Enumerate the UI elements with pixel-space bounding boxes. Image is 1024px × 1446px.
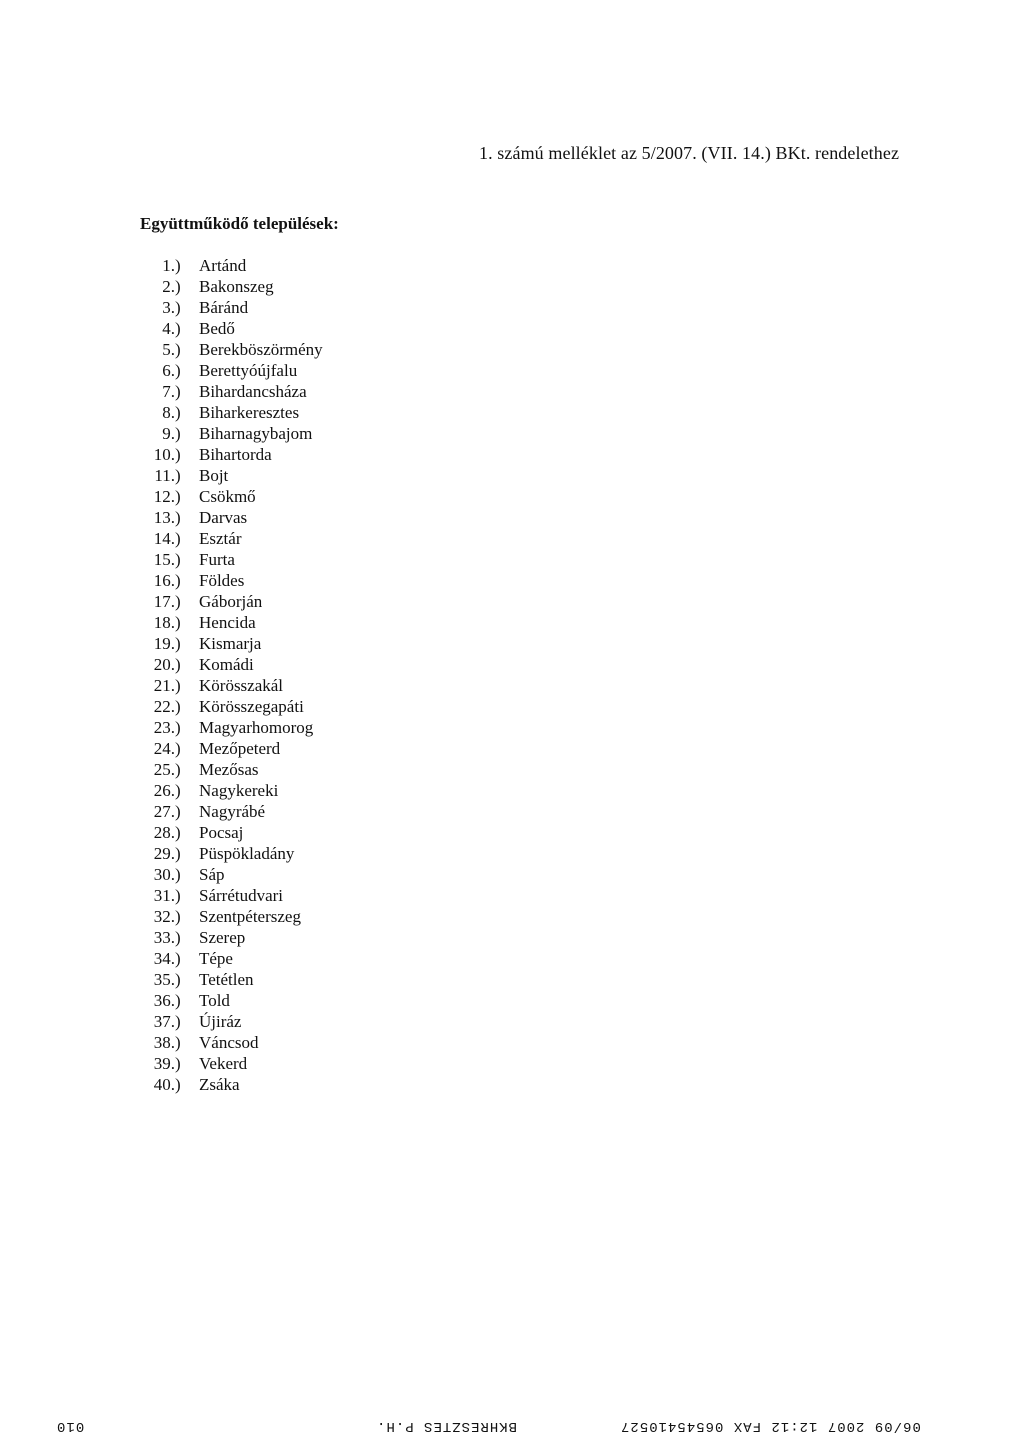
settlement-list-item <box>136 507 323 528</box>
settlement-list-item <box>136 591 323 612</box>
settlement-list-item <box>136 1011 323 1032</box>
settlement-number-paren: ) <box>175 886 181 905</box>
fax-transmission-header <box>0 1414 1024 1438</box>
settlement-number: 28. <box>153 823 175 842</box>
settlement-name: Váncsod <box>199 1033 259 1052</box>
settlement-name: Esztár <box>199 529 242 548</box>
settlement-name: Sáp <box>199 865 225 884</box>
settlement-number-paren: ) <box>175 466 181 485</box>
settlement-list-item <box>136 339 323 360</box>
settlement-number: 7. <box>162 382 175 401</box>
settlement-name: Told <box>199 991 230 1010</box>
settlement-list-item <box>136 843 323 864</box>
settlement-list-item <box>136 633 323 654</box>
settlement-number: 26. <box>153 781 175 800</box>
fax-timestamp: 06/09 2007 12:12 FAX 06545410527 <box>620 1418 921 1434</box>
settlement-number: 18. <box>153 613 175 632</box>
settlement-number-paren: ) <box>175 550 181 569</box>
settlement-number: 30. <box>153 865 175 884</box>
settlement-name: Bedő <box>199 319 235 338</box>
settlement-name: Földes <box>199 571 245 590</box>
settlement-number: 35. <box>153 970 175 989</box>
settlement-list-item <box>136 696 323 717</box>
settlement-number: 19. <box>153 634 175 653</box>
settlement-name: Gáborján <box>199 592 263 611</box>
settlement-name: Sárrétudvari <box>199 886 284 905</box>
fax-page-marker: 010 <box>56 1418 85 1434</box>
settlement-list-item <box>136 990 323 1011</box>
settlement-number: 37. <box>153 1012 175 1031</box>
settlement-number-paren: ) <box>175 1075 181 1094</box>
settlement-number-paren: ) <box>175 613 181 632</box>
settlement-number: 39. <box>153 1054 175 1073</box>
settlement-number-paren: ) <box>175 403 181 422</box>
settlement-number-paren: ) <box>175 823 181 842</box>
settlement-number: 31. <box>153 886 175 905</box>
page-title: 1. számú melléklet az 5/2007. (VII. 14.) BKt. rendelethez <box>479 143 900 163</box>
settlement-list-item <box>136 297 323 318</box>
settlement-number-paren: ) <box>175 991 181 1010</box>
settlement-name: Tetétlen <box>199 970 254 989</box>
settlement-list-item <box>136 885 323 906</box>
settlement-name: Biharnagybajom <box>199 424 313 443</box>
settlement-list-item <box>136 570 323 591</box>
section-heading: Együttműködő települések: <box>140 214 339 233</box>
settlement-number-paren: ) <box>175 592 181 611</box>
settlement-name: Bojt <box>199 466 229 485</box>
settlement-name: Mezőpeterd <box>199 739 281 758</box>
settlement-number-paren: ) <box>175 424 181 443</box>
settlement-list-item <box>136 528 323 549</box>
settlement-number: 25. <box>153 760 175 779</box>
settlement-number-paren: ) <box>175 529 181 548</box>
settlement-number: 24. <box>153 739 175 758</box>
settlement-number-paren: ) <box>175 781 181 800</box>
settlement-number: 6. <box>162 361 175 380</box>
settlement-name: Nagykereki <box>199 781 279 800</box>
settlement-number-paren: ) <box>175 571 181 590</box>
settlement-name: Berettyóújfalu <box>199 361 298 380</box>
settlement-list-item <box>136 780 323 801</box>
settlement-name: Darvas <box>199 508 248 527</box>
settlement-name: Szentpéterszeg <box>199 907 301 926</box>
settlement-number-paren: ) <box>175 760 181 779</box>
settlement-list-item <box>136 759 323 780</box>
settlement-number: 12. <box>153 487 175 506</box>
settlement-number-paren: ) <box>175 865 181 884</box>
settlement-list-item <box>136 1053 323 1074</box>
settlement-list <box>136 255 323 1095</box>
settlement-number: 33. <box>153 928 175 947</box>
settlement-name: Körösszakál <box>199 676 284 695</box>
settlement-number: 20. <box>153 655 175 674</box>
settlement-number-paren: ) <box>175 928 181 947</box>
settlement-name: Berekböszörmény <box>199 340 323 359</box>
settlement-name: Körösszegapáti <box>199 697 304 716</box>
settlement-name: Artánd <box>199 256 247 275</box>
settlement-list-item <box>136 738 323 759</box>
settlement-number: 14. <box>153 529 175 548</box>
settlement-number-paren: ) <box>175 256 181 275</box>
settlement-number: 15. <box>153 550 175 569</box>
settlement-number-paren: ) <box>175 739 181 758</box>
settlement-number-paren: ) <box>175 508 181 527</box>
settlement-list-item <box>136 444 323 465</box>
settlement-name: Biharkeresztes <box>199 403 300 422</box>
settlement-number-paren: ) <box>175 1054 181 1073</box>
settlement-list-item <box>136 360 323 381</box>
settlement-number: 38. <box>153 1033 175 1052</box>
settlement-number-paren: ) <box>175 382 181 401</box>
settlement-name: Pocsaj <box>199 823 244 842</box>
settlement-name: Püspökladány <box>199 844 295 863</box>
settlement-number-paren: ) <box>175 907 181 926</box>
settlement-name: Tépe <box>199 949 233 968</box>
settlement-number-paren: ) <box>175 361 181 380</box>
settlement-name: Magyarhomorog <box>199 718 314 737</box>
fax-sender: BKHRESZTES P.H. <box>376 1418 518 1434</box>
settlement-number: 11. <box>154 466 175 485</box>
settlement-number: 21. <box>153 676 175 695</box>
settlement-list-item <box>136 549 323 570</box>
settlement-number: 16. <box>153 571 175 590</box>
settlement-list-item <box>136 948 323 969</box>
settlement-list-item <box>136 864 323 885</box>
settlement-number-paren: ) <box>175 298 181 317</box>
settlement-name: Zsáka <box>199 1075 240 1094</box>
settlement-list-item <box>136 969 323 990</box>
settlement-number-paren: ) <box>175 676 181 695</box>
settlement-number: 34. <box>153 949 175 968</box>
settlement-number-paren: ) <box>175 340 181 359</box>
settlement-number-paren: ) <box>175 718 181 737</box>
settlement-list-item <box>136 486 323 507</box>
settlement-name: Komádi <box>199 655 254 674</box>
settlement-list-item <box>136 1032 323 1053</box>
settlement-number-paren: ) <box>175 697 181 716</box>
settlement-name: Újiráz <box>199 1012 242 1031</box>
settlement-list-item <box>136 465 323 486</box>
settlement-number: 17. <box>153 592 175 611</box>
settlement-list-item <box>136 612 323 633</box>
settlement-list-item <box>136 318 323 339</box>
settlement-name: Furta <box>199 550 235 569</box>
settlement-list-item <box>136 402 323 423</box>
settlement-number-paren: ) <box>175 1012 181 1031</box>
settlement-number: 1. <box>162 256 175 275</box>
settlement-number-paren: ) <box>175 445 181 464</box>
settlement-list-item <box>136 381 323 402</box>
settlement-list-item <box>136 906 323 927</box>
settlement-number-paren: ) <box>175 802 181 821</box>
settlement-number-paren: ) <box>175 949 181 968</box>
settlement-name: Kismarja <box>199 634 262 653</box>
settlement-name: Szerep <box>199 928 246 947</box>
settlement-list-item <box>136 1074 323 1095</box>
settlement-number: 8. <box>162 403 175 422</box>
settlement-number: 5. <box>162 340 175 359</box>
settlement-number-paren: ) <box>175 655 181 674</box>
settlement-number: 22. <box>153 697 175 716</box>
settlement-name: Bihartorda <box>199 445 272 464</box>
settlement-name: Nagyrábé <box>199 802 266 821</box>
settlement-name: Mezősas <box>199 760 259 779</box>
settlement-number: 9. <box>162 424 175 443</box>
settlement-list-item <box>136 822 323 843</box>
settlement-name: Hencida <box>199 613 256 632</box>
settlement-list-item <box>136 927 323 948</box>
settlement-number-paren: ) <box>175 970 181 989</box>
settlement-list-item <box>136 276 323 297</box>
settlement-number: 13. <box>153 508 175 527</box>
settlement-list-item <box>136 717 323 738</box>
settlement-number: 10. <box>153 445 175 464</box>
settlement-number: 40. <box>153 1075 175 1094</box>
settlement-list-item <box>136 675 323 696</box>
settlement-number-paren: ) <box>175 487 181 506</box>
settlement-name: Csökmő <box>199 487 256 506</box>
settlement-number: 23. <box>153 718 175 737</box>
settlement-number-paren: ) <box>175 277 181 296</box>
settlement-name: Bakonszeg <box>199 277 274 296</box>
settlement-number: 3. <box>162 298 175 317</box>
settlement-number: 32. <box>153 907 175 926</box>
settlement-list-item <box>136 423 323 444</box>
settlement-name: Báránd <box>199 298 249 317</box>
settlement-name: Bihardancsháza <box>199 382 307 401</box>
settlement-number: 2. <box>162 277 175 296</box>
settlement-number-paren: ) <box>175 634 181 653</box>
settlement-number: 4. <box>162 319 175 338</box>
settlement-list-item <box>136 801 323 822</box>
settlement-number-paren: ) <box>175 1033 181 1052</box>
settlement-number: 29. <box>153 844 175 863</box>
settlement-number: 36. <box>153 991 175 1010</box>
settlement-list-item <box>136 654 323 675</box>
settlement-name: Vekerd <box>199 1054 248 1073</box>
settlement-number-paren: ) <box>175 844 181 863</box>
settlement-list-item <box>136 255 323 276</box>
settlement-number: 27. <box>153 802 175 821</box>
settlement-number-paren: ) <box>175 319 181 338</box>
